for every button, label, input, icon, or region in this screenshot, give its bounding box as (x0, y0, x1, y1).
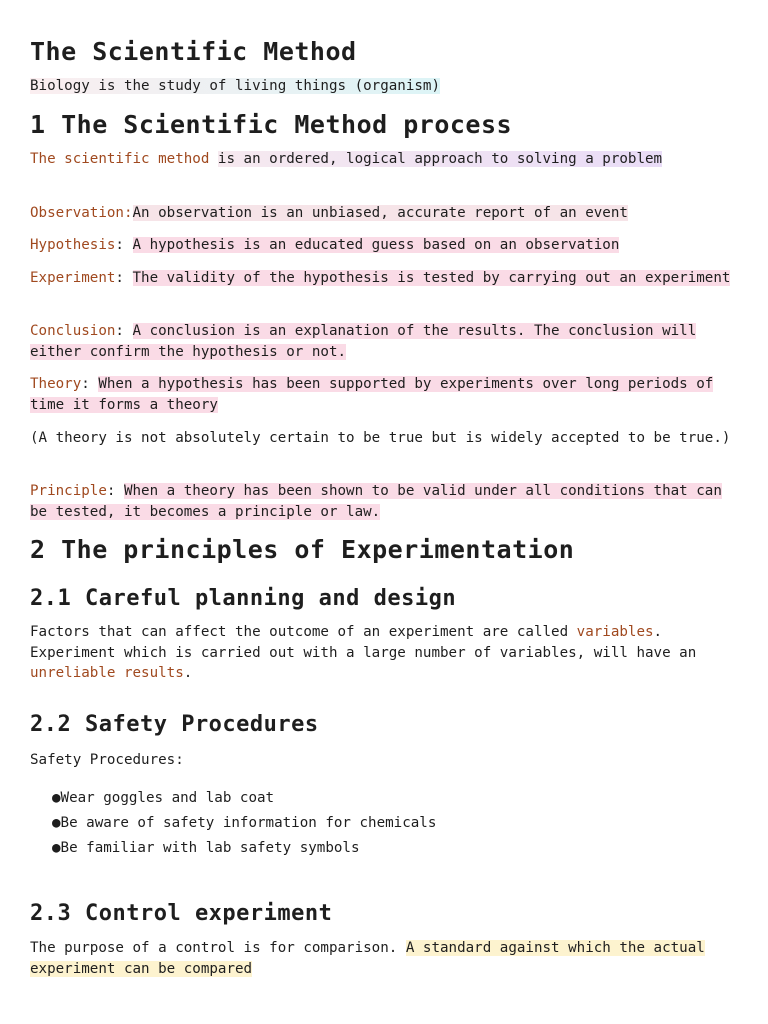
bullet-icon: ● (52, 815, 61, 831)
observation-highlight: An observation is an unbiased, accurate report of an event (132, 205, 628, 221)
hypothesis-term: Hypothesis (30, 237, 116, 253)
theory-highlight: When a hypothesis has been supported by experiments over long periods of time it forms a theory (30, 376, 714, 413)
definition-highlight: is an ordered, logical approach to solving a problem (217, 151, 663, 167)
subsection-2-3-heading: 2.3 Control experiment (30, 901, 333, 926)
definition-term: The scientific method (30, 151, 210, 167)
experiment-highlight: The validity of the hypothesis is tested by carrying out an experiment (132, 270, 731, 286)
theory-note: (A theory is not absolutely certain to be true but is widely accepted to be true.) (30, 430, 731, 446)
subsection-2-1-heading: 2.1 Careful planning and design (30, 586, 457, 611)
planning-paragraph (30, 622, 742, 684)
theory-paragraph: Theory: When a hypothesis has been supported by experiments over long periods of time it forms a theory (30, 376, 714, 413)
principle-term: Principle (30, 483, 107, 499)
planning-text-c: . (183, 665, 193, 681)
conclusion-paragraph: Conclusion: A conclusion is an explanation of the results. The conclusion will either confirm the hypothesis or not. (30, 323, 697, 360)
safety-list (30, 786, 436, 861)
principle-paragraph: Principle: When a theory has been shown to be valid under all conditions that can be tested, it becomes a principle or law. (30, 483, 722, 520)
list-item (30, 786, 436, 811)
observation-term: Observation: (30, 205, 133, 221)
list-item-text: Be familiar with lab safety symbols (60, 840, 360, 856)
variables-term: variables (576, 624, 654, 640)
list-item-text: Be aware of safety information for chemicals (60, 815, 437, 831)
bullet-icon: ● (52, 840, 61, 856)
list-item (30, 836, 436, 861)
theory-term: Theory (30, 376, 82, 392)
conclusion-term: Conclusion (30, 323, 116, 339)
hypothesis-highlight: A hypothesis is an educated guess based on an observation (132, 237, 620, 253)
control-text: The purpose of a control is for comparison. (30, 940, 398, 956)
subsection-2-2-heading: 2.2 Safety Procedures (30, 712, 319, 737)
planning-text-b: . Experiment which is carried out with a large number of variables, will have an (30, 624, 697, 661)
planning-text-a: Factors that can affect the outcome of an experiment are called (30, 624, 569, 640)
list-item (30, 811, 436, 836)
definition-paragraph (30, 149, 742, 170)
control-paragraph (30, 938, 742, 979)
safety-intro: Safety Procedures: (30, 752, 184, 768)
intro-paragraph (30, 76, 742, 97)
section-1-heading: 1 The Scientific Method process (30, 110, 513, 139)
bullet-icon: ● (52, 790, 61, 806)
list-item-text: Wear goggles and lab coat (60, 790, 275, 806)
conclusion-highlight: A conclusion is an explanation of the results. The conclusion will either confirm the hypothesis or not. (30, 323, 697, 360)
unreliable-results-term: unreliable results (30, 665, 184, 681)
intro-highlight: Biology is the study of living things (organism) (30, 78, 440, 94)
observation-paragraph (30, 203, 742, 224)
experiment-paragraph: Experiment: The validity of the hypothesis is tested by carrying out an experiment (30, 270, 731, 286)
principle-highlight: When a theory has been shown to be valid under all conditions that can be tested, it becomes a principle or law. (30, 483, 722, 520)
experiment-term: Experiment (30, 270, 116, 286)
control-highlight: A standard against which the actual experiment can be compared (30, 940, 705, 977)
document-title: The Scientific Method (30, 37, 357, 66)
section-2-heading: 2 The principles of Experimentation (30, 535, 575, 564)
hypothesis-paragraph: Hypothesis: A hypothesis is an educated guess based on an observation (30, 237, 620, 253)
